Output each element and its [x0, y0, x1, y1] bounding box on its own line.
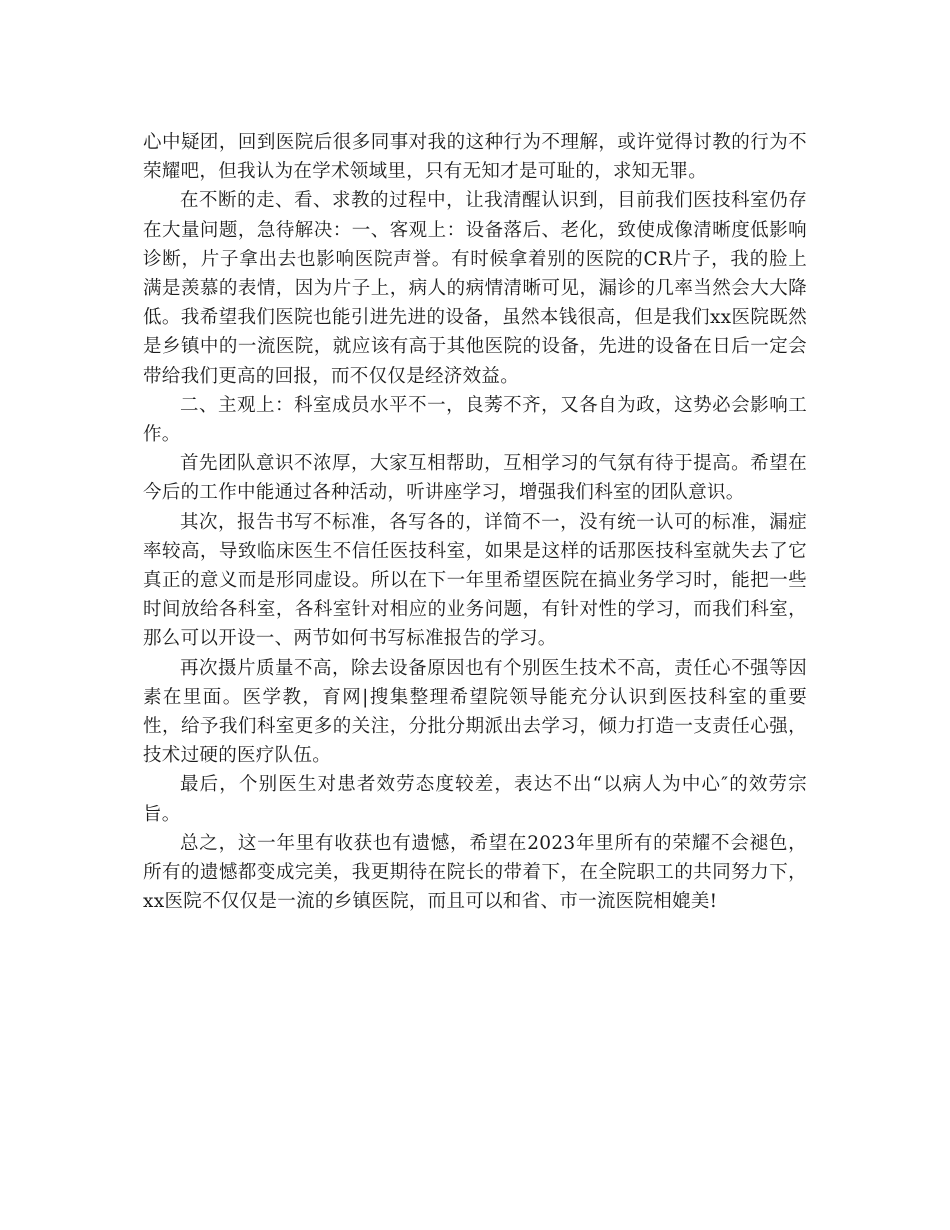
paragraph: 二、主观上：科室成员水平不一，良莠不齐，又各自为政，这势必会影响工作。: [143, 394, 807, 446]
paragraph: 首先团队意识不浓厚，大家互相帮助，互相学习的气氛有待于提高。希望在今后的工作中能通过各种活动，听讲座学习，增强我们科室的团队意识。: [143, 453, 807, 504]
paragraph: 其次，报告书写不标准，各写各的，详简不一，没有统一认可的标准，漏症率较高，导致临床医生不信任医技科室，如果是这样的话那医技科室就失去了它真正的意义而是形同虚设。所以在下一年里希望医院在搞业务学习时，能把一些时间放给各科室，各科室针对相应的业务问题，有针对性的学习，而我们科室，那么可以开设一、两节如何书写标准报告的学习。: [143, 511, 807, 650]
paragraph: 心中疑团，回到医院后很多同事对我的这种行为不理解，或许觉得讨教的行为不荣耀吧，但我认为在学术领域里，只有无知才是可耻的，求知无罪。: [143, 132, 807, 183]
document-body: [143, 128, 807, 916]
paragraph: 在不断的走、看、求教的过程中，让我清醒认识到，目前我们医技科室仍存在大量问题，急待解决：一、客观上：设备落后、老化，致使成像清晰度低影响诊断，片子拿出去也影响医院声誉。有时候拿着别的医院的CR片子，我的脸上满是羡慕的表情，因为片子上，病人的病情清晰可见，漏诊的几率当然会大大降低。我希望我们医院也能引进先进的设备，虽然本钱很高，但是我们xx医院既然是乡镇中的一流医院，就应该有高于其他医院的设备，先进的设备在日后一定会带给我们更高的回报，而不仅仅是经济效益。: [143, 190, 807, 387]
paragraph: 再次摄片质量不高，除去设备原因也有个别医生技术不高，责任心不强等因素在里面。医学教，育网|搜集整理希望院领导能充分认识到医技科室的重要性，给予我们科室更多的关注，分批分期派出去学习，倾力打造一支责任心强，技术过硬的医疗队伍。: [143, 657, 807, 767]
paragraph: 最后，个别医生对患者效劳态度较差，表达不出“以病人为中心″的效劳宗旨。: [143, 774, 807, 825]
paragraph: 总之，这一年里有收获也有遗憾，希望在2023年里所有的荣耀不会褪色，所有的遗憾都变成完美，我更期待在院长的带着下，在全院职工的共同努力下，xx医院不仅仅是一流的乡镇医院，而且可以和省、市一流医院相媲美!: [143, 832, 807, 913]
